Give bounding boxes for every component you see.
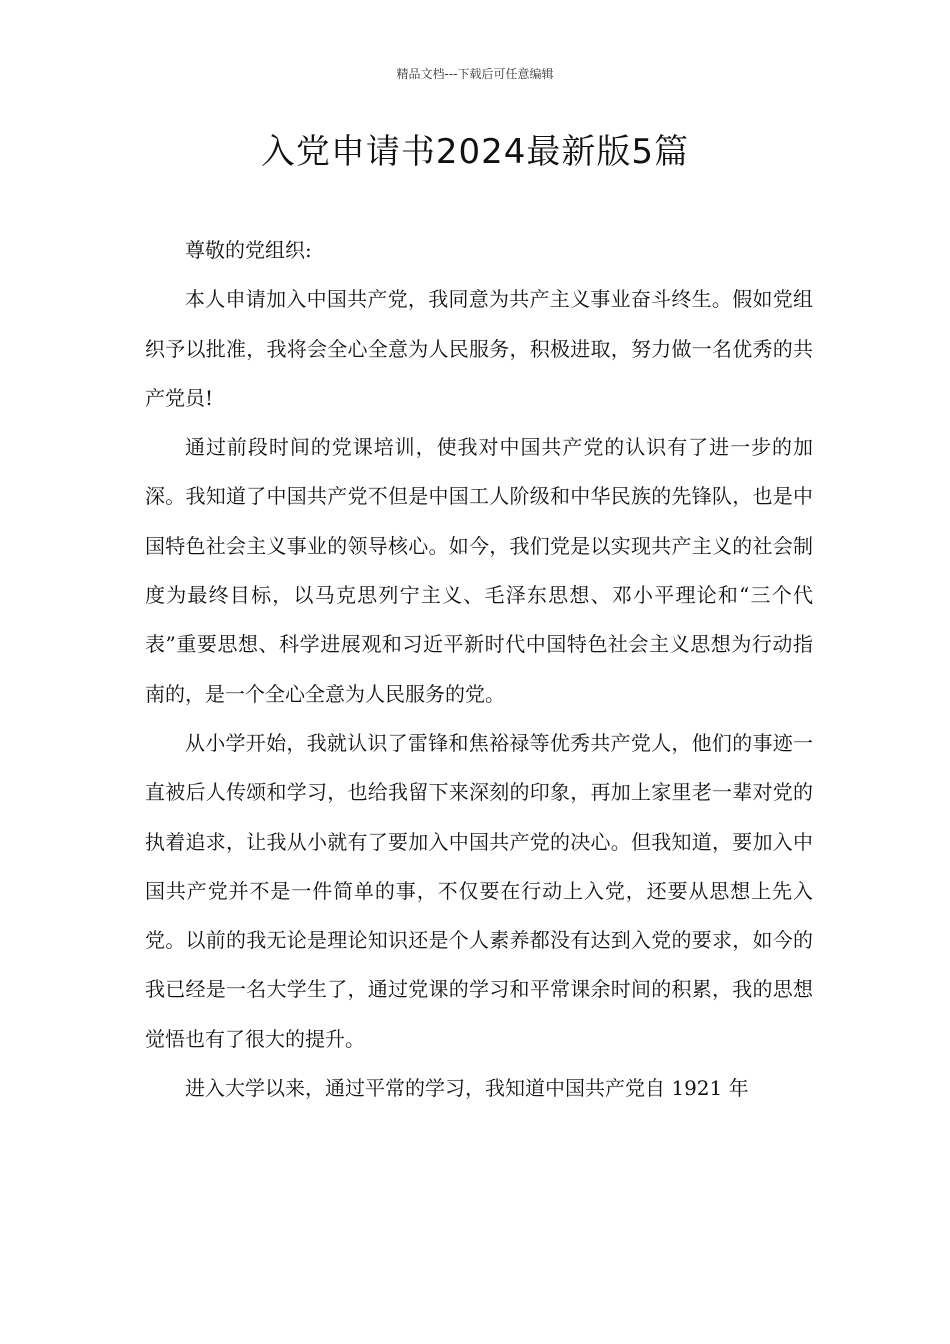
document-body	[145, 226, 813, 1113]
salutation: 尊敬的党组织:	[185, 238, 312, 262]
paragraph-3: 从小学开始，我就认识了雷锋和焦裕禄等优秀共产党人，他们的事迹一直被后人传颂和学习，也给我留下来深刻的印象，再加上家里老一辈对党的执着追求，让我从小就有了要加入中国共产党的决心。但我知道，要加入中国共产党并不是一件简单的事，不仅要在行动上入党，还要从思想上先入党。以前的我无论是理论知识还是个人素养都没有达到入党的要求，如今的我已经是一名大学生了，通过党课的学习和平常课余时间的积累，我的思想觉悟也有了很大的提升。	[145, 730, 813, 1051]
paragraph-1: 本人申请加入中国共产党，我同意为共产主义事业奋斗终生。假如党组织予以批准，我将会全心全意为人民服务，积极进取，努力做一名优秀的共产党员!	[145, 287, 813, 410]
document-title: 入党申请书2024最新版5篇	[260, 132, 690, 172]
header-note: 精品文档---下载后可任意编辑	[396, 67, 554, 81]
paragraph-2: 通过前段时间的党课培训，使我对中国共产党的认识有了进一步的加深。我知道了中国共产党不但是中国工人阶级和中华民族的先锋队，也是中国特色社会主义事业的领导核心。如今，我们党是以实现共产主义的社会制度为最终目标，以马克思列宁主义、毛泽东思想、邓小平理论和“三个代表”重要思想、科学进展观和习近平新时代中国特色社会主义思想为行动指南的，是一个全心全意为人民服务的党。	[145, 435, 813, 706]
paragraph-4: 进入大学以来，通过平常的学习，我知道中国共产党自 1921 年	[185, 1076, 749, 1101]
